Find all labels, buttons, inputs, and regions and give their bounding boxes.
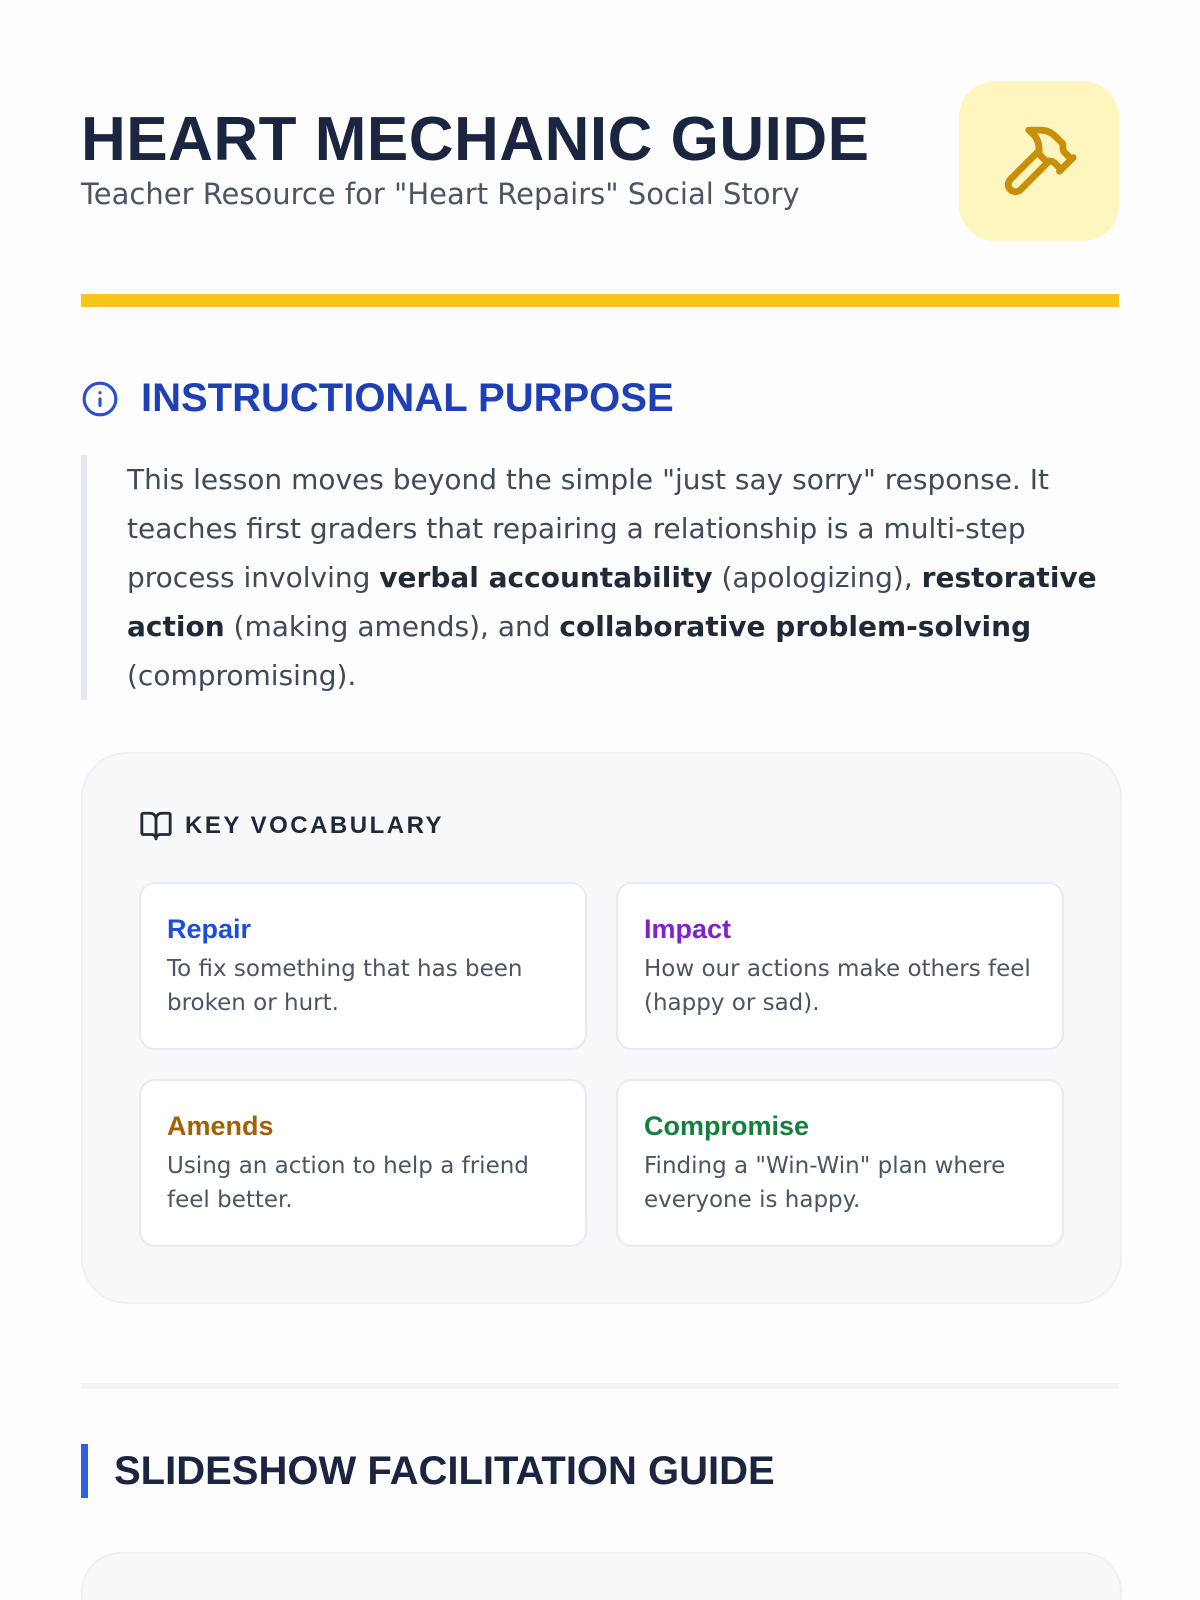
slideshow-heading-text: SLIDESHOW FACILITATION GUIDE: [114, 1448, 775, 1493]
purpose-key-term: collaborative problem-solving: [559, 610, 1032, 643]
header-divider: [81, 294, 1119, 307]
vocab-term-name: Repair: [167, 914, 252, 944]
slideshow-card: [81, 1552, 1122, 1600]
vocabulary-heading: [139, 809, 444, 843]
purpose-heading: [81, 376, 674, 421]
page-title: HEART MECHANIC GUIDE: [81, 105, 870, 174]
purpose-heading-text: INSTRUCTIONAL PURPOSE: [141, 376, 674, 420]
vocab-term-definition: How our actions make others feel (happy or sad).: [644, 956, 1031, 1016]
purpose-key-term: restorative action: [127, 561, 1097, 643]
book-icon: [139, 809, 173, 843]
purpose-text-part: (compromising).: [127, 659, 357, 692]
vocab-term-definition: Using an action to help a friend feel better.: [167, 1153, 529, 1213]
purpose-text-part: (making amends), and: [224, 610, 560, 643]
purpose-text-part: (apologizing),: [712, 561, 922, 594]
header: [81, 0, 1119, 296]
vocab-term-definition: To fix something that has been broken or hurt.: [167, 956, 523, 1016]
logo-badge: [959, 81, 1119, 241]
purpose-key-term: verbal accountability: [379, 561, 713, 594]
vocab-term-compromise: [616, 1079, 1064, 1247]
vocab-term-name: Compromise: [644, 1111, 810, 1141]
vocab-term-name: Impact: [644, 914, 732, 944]
vocab-term-impact: [616, 882, 1064, 1050]
purpose-text-part: This lesson moves beyond the simple "just say sorry" response. It teaches first graders that repairing a relationship is a multi-step process involving: [127, 463, 1049, 594]
page-subtitle: Teacher Resource for "Heart Repairs" Social Story: [81, 177, 800, 211]
vocabulary-card: [81, 752, 1122, 1304]
info-icon: [81, 380, 119, 418]
vocabulary-heading-text: KEY VOCABULARY: [185, 812, 445, 839]
vocab-term-name: Amends: [167, 1111, 274, 1141]
purpose-text: [81, 455, 1121, 700]
hammer-icon: [998, 120, 1080, 202]
vocab-term-definition: Finding a "Win-Win" plan where everyone is happy.: [644, 1153, 1006, 1213]
vocab-term-amends: [139, 1079, 587, 1247]
slideshow-heading: [81, 1444, 775, 1498]
vocab-term-repair: [139, 882, 587, 1050]
section-divider: [81, 1383, 1119, 1389]
